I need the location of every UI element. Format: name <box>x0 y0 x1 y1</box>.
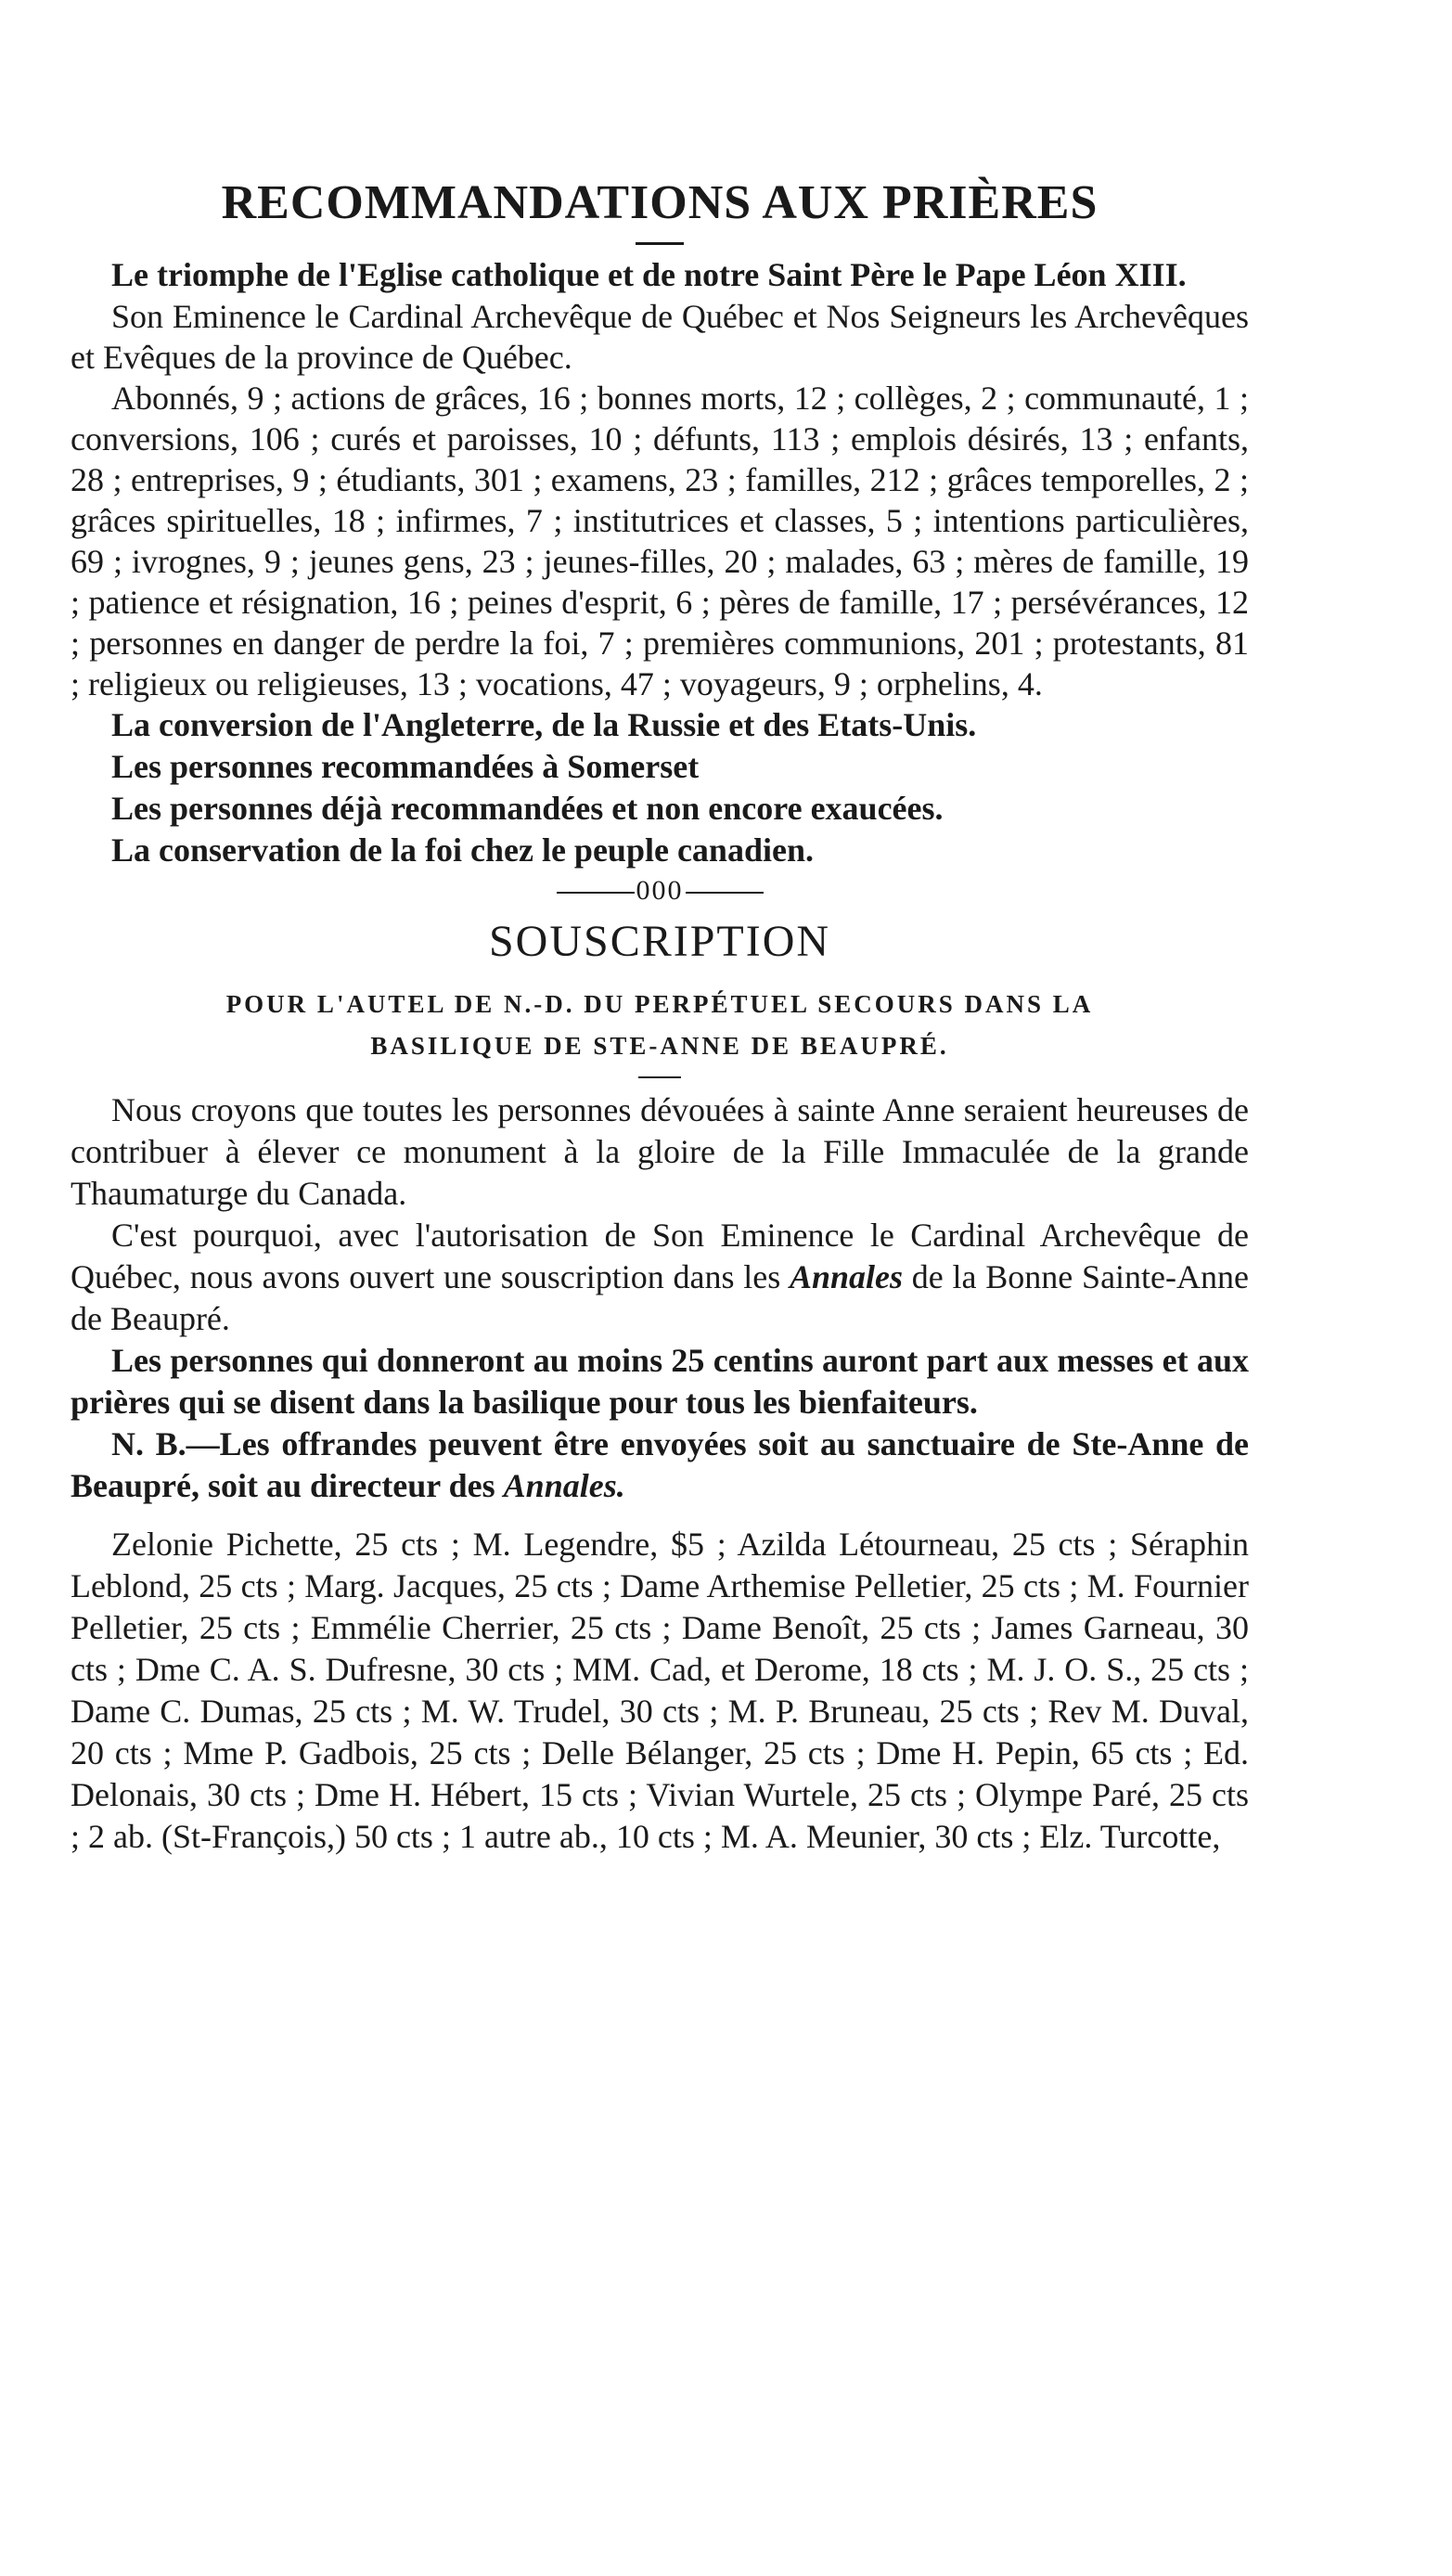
recommandation-paragraph-7: La conservation de la foi chez le peuple canadien. <box>111 831 814 869</box>
souscription-paragraph-1: Nous croyons que toutes les personnes dévouées à sainte Anne seraient heureuses de contribuer à élever ce monument à la gloire de la Fille Immaculée de la grande Thaumaturge du Canada. <box>71 1091 1249 1213</box>
document-page <box>71 176 1249 1858</box>
donor-list: Zelonie Pichette, 25 cts ; M. Legendre, $5 ; Azilda Létourneau, 25 cts ; Séraphin Leblond, 25 cts ; Marg. Jacques, 25 cts ; Dame Arthemise Pelletier, 25 cts ; M. Fournier Pelletier, 25 cts ; Emmélie Cherrier, 25 cts ; Dame Benoît, 25 cts ; James Garneau, 30 cts ; Dme C. A. S. Dufresne, 30 cts ; MM. Cad, et Derome, 18 cts ; M. J. O. S., 25 cts ; Dame C. Dumas, 25 cts ; M. W. Trudel, 30 cts ; M. P. Bruneau, 25 cts ; Rev M. Duval, 20 cts ; Mme P. Gadbois, 25 cts ; Delle Bélanger, 25 cts ; Dme H. Pepin, 65 cts ; Ed. Delonais, 30 cts ; Dme H. Hébert, 15 cts ; Vivian Wurtele, 25 cts ; Olympe Paré, 25 cts ; 2 ab. (St-François,) 50 cts ; 1 autre ab., 10 cts ; M. A. Meunier, 30 cts ; Elz. Turcotte, <box>71 1526 1249 1856</box>
title-rule <box>636 242 684 245</box>
souscription-title: SOUSCRIPTION <box>488 917 831 967</box>
recommandation-paragraph-2: Son Eminence le Cardinal Archevêque de Québec et Nos Seigneurs les Archevêques et Evêques de la province de Québec. <box>71 298 1249 377</box>
souscription-p2-text: C'est pourquoi, avec l'autorisation de Son Eminence le Cardinal Archevêque de Québec, nous avons ouvert une souscription dans les <box>71 1217 1249 1296</box>
souscription-note <box>71 1423 1249 1507</box>
section-separator <box>71 875 1249 907</box>
annales-italic-2: Annales. <box>503 1467 625 1505</box>
recommandation-intentions-list: Abonnés, 9 ; actions de grâces, 16 ; bonnes morts, 12 ; collèges, 2 ; communauté, 1 ; conversions, 106 ; curés et paroisses, 10 ; défunts, 113 ; emplois désirés, 13 ; enfants, 28 ; entreprises, 9 ; étudiants, 301 ; examens, 23 ; familles, 212 ; grâces temporelles, 2 ; grâces spirituelles, 18 ; infirmes, 7 ; institutrices et classes, 5 ; intentions particulières, 69 ; ivrognes, 9 ; jeunes gens, 23 ; jeunes-filles, 20 ; malades, 63 ; mères de famille, 19 ; patience et résignation, 16 ; peines d'esprit, 6 ; pères de famille, 17 ; persévérances, 12 ; personnes en danger de perdre la foi, 7 ; premières communions, 201 ; protestants, 81 ; religieux ou religieuses, 13 ; vocations, 47 ; voyageurs, 9 ; orphelins, 4. <box>71 380 1249 703</box>
recommandations-title: RECOMMANDATIONS AUX PRIÈRES <box>221 176 1099 229</box>
separator-ornament: 000 <box>636 875 684 907</box>
annales-italic: Annales <box>789 1258 904 1296</box>
recommandation-paragraph-5: Les personnes recommandées à Somerset <box>111 748 700 786</box>
separator-line-right <box>686 892 764 894</box>
souscription-subtitle-line-1: POUR L'AUTEL DE N.-D. DU PERPÉTUEL SECOURS DANS LA <box>225 990 1094 1019</box>
souscription-p2-text-end: de la Bonne Sainte-Anne de Beaupré. <box>71 1258 1249 1338</box>
separator-line-left <box>557 892 635 894</box>
souscription-paragraph-3: Les personnes qui donneront au moins 25 centins auront part aux messes et aux prières qui se disent dans la basilique pour tous les bienfaiteurs. <box>71 1342 1249 1422</box>
spacer <box>71 1507 1249 1524</box>
recommandation-paragraph-1: Le triomphe de l'Eglise catholique et de notre Saint Père le Pape Léon XIII. <box>111 256 1187 294</box>
recommandation-paragraph-4: La conversion de l'Angleterre, de la Russie et des Etats-Unis. <box>111 706 977 744</box>
souscription-paragraph-2 <box>71 1215 1249 1340</box>
souscription-note-text: N. B.—Les offrandes peuvent être envoyées soit au sanctuaire de Ste-Anne de Beaupré, soit au directeur des <box>71 1425 1249 1505</box>
recommandation-paragraph-6: Les personnes déjà recommandées et non encore exaucées. <box>111 790 944 828</box>
subtitle-rule <box>638 1076 681 1078</box>
souscription-subtitle-line-2: BASILIQUE DE STE-ANNE DE BEAUPRÉ. <box>370 1032 949 1061</box>
